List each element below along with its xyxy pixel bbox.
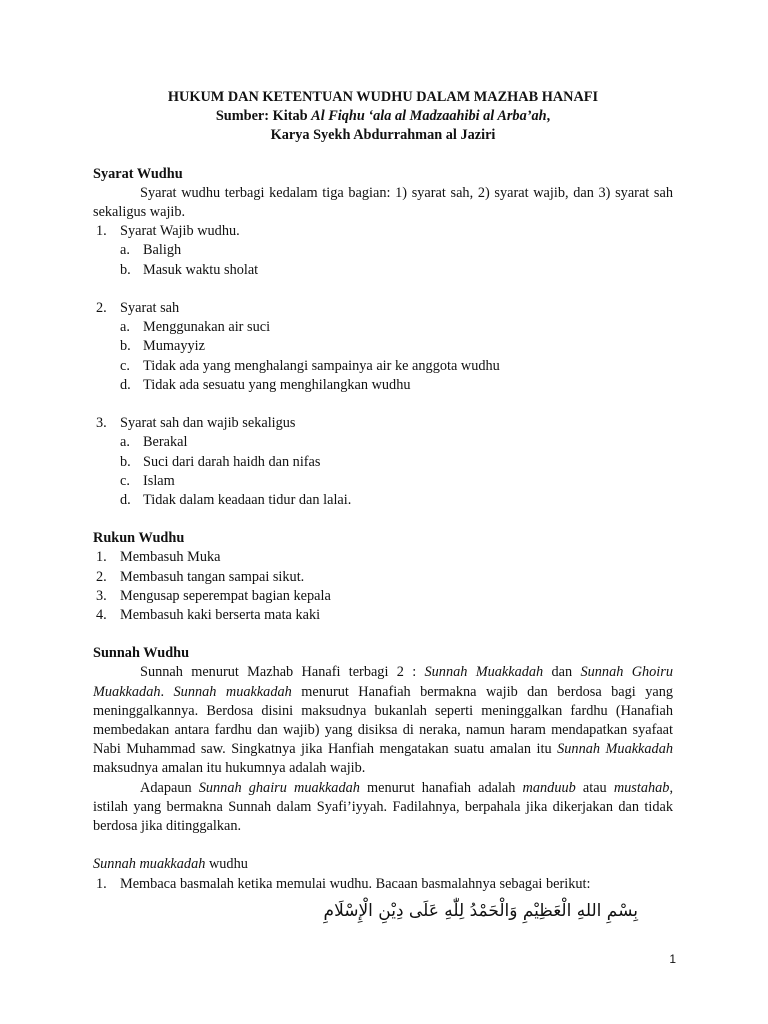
list-number: 1. xyxy=(96,549,107,566)
list-letter: c. xyxy=(120,357,130,374)
document-title: HUKUM DAN KETENTUAN WUDHU DALAM MAZHAB HANAFI xyxy=(167,89,599,105)
list-item-text: Berakal xyxy=(143,434,188,451)
list-item xyxy=(93,318,673,337)
list-item xyxy=(93,376,673,395)
syarat-sah-wajib-items xyxy=(93,433,673,510)
list-item-text: Membasuh tangan sampai sikut. xyxy=(120,568,305,585)
list-item-text: Baligh xyxy=(143,242,182,259)
list-number: 3. xyxy=(96,587,107,604)
list-item-text: Tidak ada yang menghalangi sampainya air ke anggota wudhu xyxy=(143,357,500,374)
list-letter: c. xyxy=(120,472,130,489)
list-item-text: Membasuh Muka xyxy=(120,549,221,566)
text-run: menurut hanafiah adalah xyxy=(359,779,523,796)
list-item xyxy=(93,337,673,356)
source-book-title: Al Fiqhu ‘ala al Madzaahibi al Arba’ah xyxy=(311,108,547,125)
list-item-text: Suci dari darah haidh dan nifas xyxy=(143,453,321,470)
author-line: Karya Syekh Abdurrahman al Jaziri xyxy=(270,127,496,144)
list-item-text: Membaca basmalah ketika memulai wudhu. Bacaan basmalahnya sebagai berikut: xyxy=(120,875,591,892)
list-item xyxy=(93,241,673,260)
italic-term: Sunnah Muakkadah xyxy=(424,664,544,681)
list-item xyxy=(93,433,673,452)
list-letter: d. xyxy=(120,492,131,509)
syarat-group xyxy=(93,299,673,318)
list-item xyxy=(93,875,673,894)
text-run: dan xyxy=(543,664,581,681)
syarat-list-2 xyxy=(93,299,673,318)
syarat-group-label: Syarat sah dan wajib sekaligus xyxy=(120,415,296,432)
list-item xyxy=(93,606,673,625)
rukun-list xyxy=(93,548,673,625)
list-item xyxy=(93,587,673,606)
italic-term: mustahab xyxy=(613,779,670,796)
list-letter: a. xyxy=(120,319,130,336)
list-item-text: Islam xyxy=(143,472,175,489)
italic-term: Sunnah ghairu muakkadah xyxy=(198,779,360,796)
text-run: . xyxy=(160,683,174,700)
source-suffix: , xyxy=(546,108,551,125)
italic-term: Sunnah Ghoiru Muakkadah xyxy=(93,664,673,700)
list-item xyxy=(93,568,673,587)
list-number: 1. xyxy=(96,223,107,240)
section-heading-sunnah: Sunnah Wudhu xyxy=(93,645,190,662)
document-content xyxy=(93,88,673,924)
source-prefix: Sumber: Kitab xyxy=(215,108,312,125)
list-number: 2. xyxy=(96,568,107,585)
list-item xyxy=(93,261,673,280)
page-number: 1 xyxy=(669,952,676,966)
list-item-text: Membasuh kaki berserta mata kaki xyxy=(120,607,321,624)
text-run: Sunnah menurut Mazhab Hanafi terbagi 2 : xyxy=(140,664,425,681)
basmalah-arabic-text: بِسْمِ اللهِ الْعَظِيْمِ وَالْحَمْدُ لِلّٰهِ عَلَى دِيْنِ الْإِسْلَامِ xyxy=(323,900,638,921)
list-number: 2. xyxy=(96,300,107,317)
text-run: maksudnya amalan itu hukumnya adalah wajib. xyxy=(93,760,366,777)
sunnah-paragraph-1 xyxy=(93,663,673,778)
section-heading-syarat: Syarat Wudhu xyxy=(93,165,183,182)
syarat-sah-items xyxy=(93,318,673,395)
list-letter: a. xyxy=(120,242,130,259)
syarat-group-label: Syarat Wajib wudhu. xyxy=(120,223,240,240)
list-number: 4. xyxy=(96,607,107,624)
syarat-list-3 xyxy=(93,414,673,433)
syarat-list xyxy=(93,222,673,241)
list-item-text: Menggunakan air suci xyxy=(143,319,271,336)
list-item xyxy=(93,357,673,376)
list-number: 1. xyxy=(96,875,107,892)
syarat-wajib-items xyxy=(93,241,673,279)
italic-term: manduub xyxy=(522,779,576,796)
list-letter: a. xyxy=(120,434,130,451)
list-item xyxy=(93,472,673,491)
list-letter: b. xyxy=(120,453,131,470)
italic-term: Sunnah Muakkadah xyxy=(557,741,673,758)
list-item-text: Masuk waktu sholat xyxy=(143,261,259,278)
syarat-group-label: Syarat sah xyxy=(120,300,180,317)
italic-term: Sunnah muakkadah xyxy=(173,683,292,700)
syarat-group xyxy=(93,222,673,241)
list-letter: b. xyxy=(120,261,131,278)
list-item-text: Tidak dalam keadaan tidur dan lalai. xyxy=(143,492,352,509)
list-item xyxy=(93,548,673,567)
italic-term: Sunnah muakkadah xyxy=(93,856,206,873)
title-block xyxy=(93,88,673,146)
list-letter: d. xyxy=(120,376,131,393)
sunnah-paragraph-2 xyxy=(93,779,673,837)
text-run: menurut Hanafiah bermakna wajib dan berdosa bagi yang meninggalkannya. Berdosa disini maksudnya bukanlah seperti meninggalkan fardhu (Hanafiah membedakan antara fardhu dan wajib) yang disiksa di neraka, namun haram mendapatkan syafaat Nabi Muhammad saw. Singkatnya jika Hanfiah mengatakan suatu amalan itu xyxy=(93,683,673,758)
list-letter: b. xyxy=(120,338,131,355)
source-line xyxy=(93,107,673,126)
syarat-intro: Syarat wudhu terbagi kedalam tiga bagian: 1) syarat sah, 2) syarat wajib, dan 3) syarat sah sekaligus wajib. xyxy=(93,184,673,221)
list-item-text: Tidak ada sesuatu yang menghilangkan wudhu xyxy=(143,376,411,393)
list-item-text: Mumayyiz xyxy=(143,338,205,355)
syarat-group xyxy=(93,414,673,433)
list-item-text: Mengusap seperempat bagian kepala xyxy=(120,587,331,604)
list-item xyxy=(93,453,673,472)
text-run: , istilah yang bermakna Sunnah dalam Syafi’iyyah. Fadilahnya, berpahala jika dikerjakan dan tidak berdosa jika ditinggalkan. xyxy=(93,779,674,835)
text-run: Adapaun xyxy=(140,779,199,796)
list-item xyxy=(93,491,673,510)
text-run: wudhu xyxy=(205,856,248,873)
section-heading-rukun: Rukun Wudhu xyxy=(93,530,185,547)
list-number: 3. xyxy=(96,415,107,432)
sunnah-muakkadah-subheading xyxy=(93,855,673,874)
sunnah-muakkadah-list xyxy=(93,875,673,894)
text-run: atau xyxy=(575,779,614,796)
